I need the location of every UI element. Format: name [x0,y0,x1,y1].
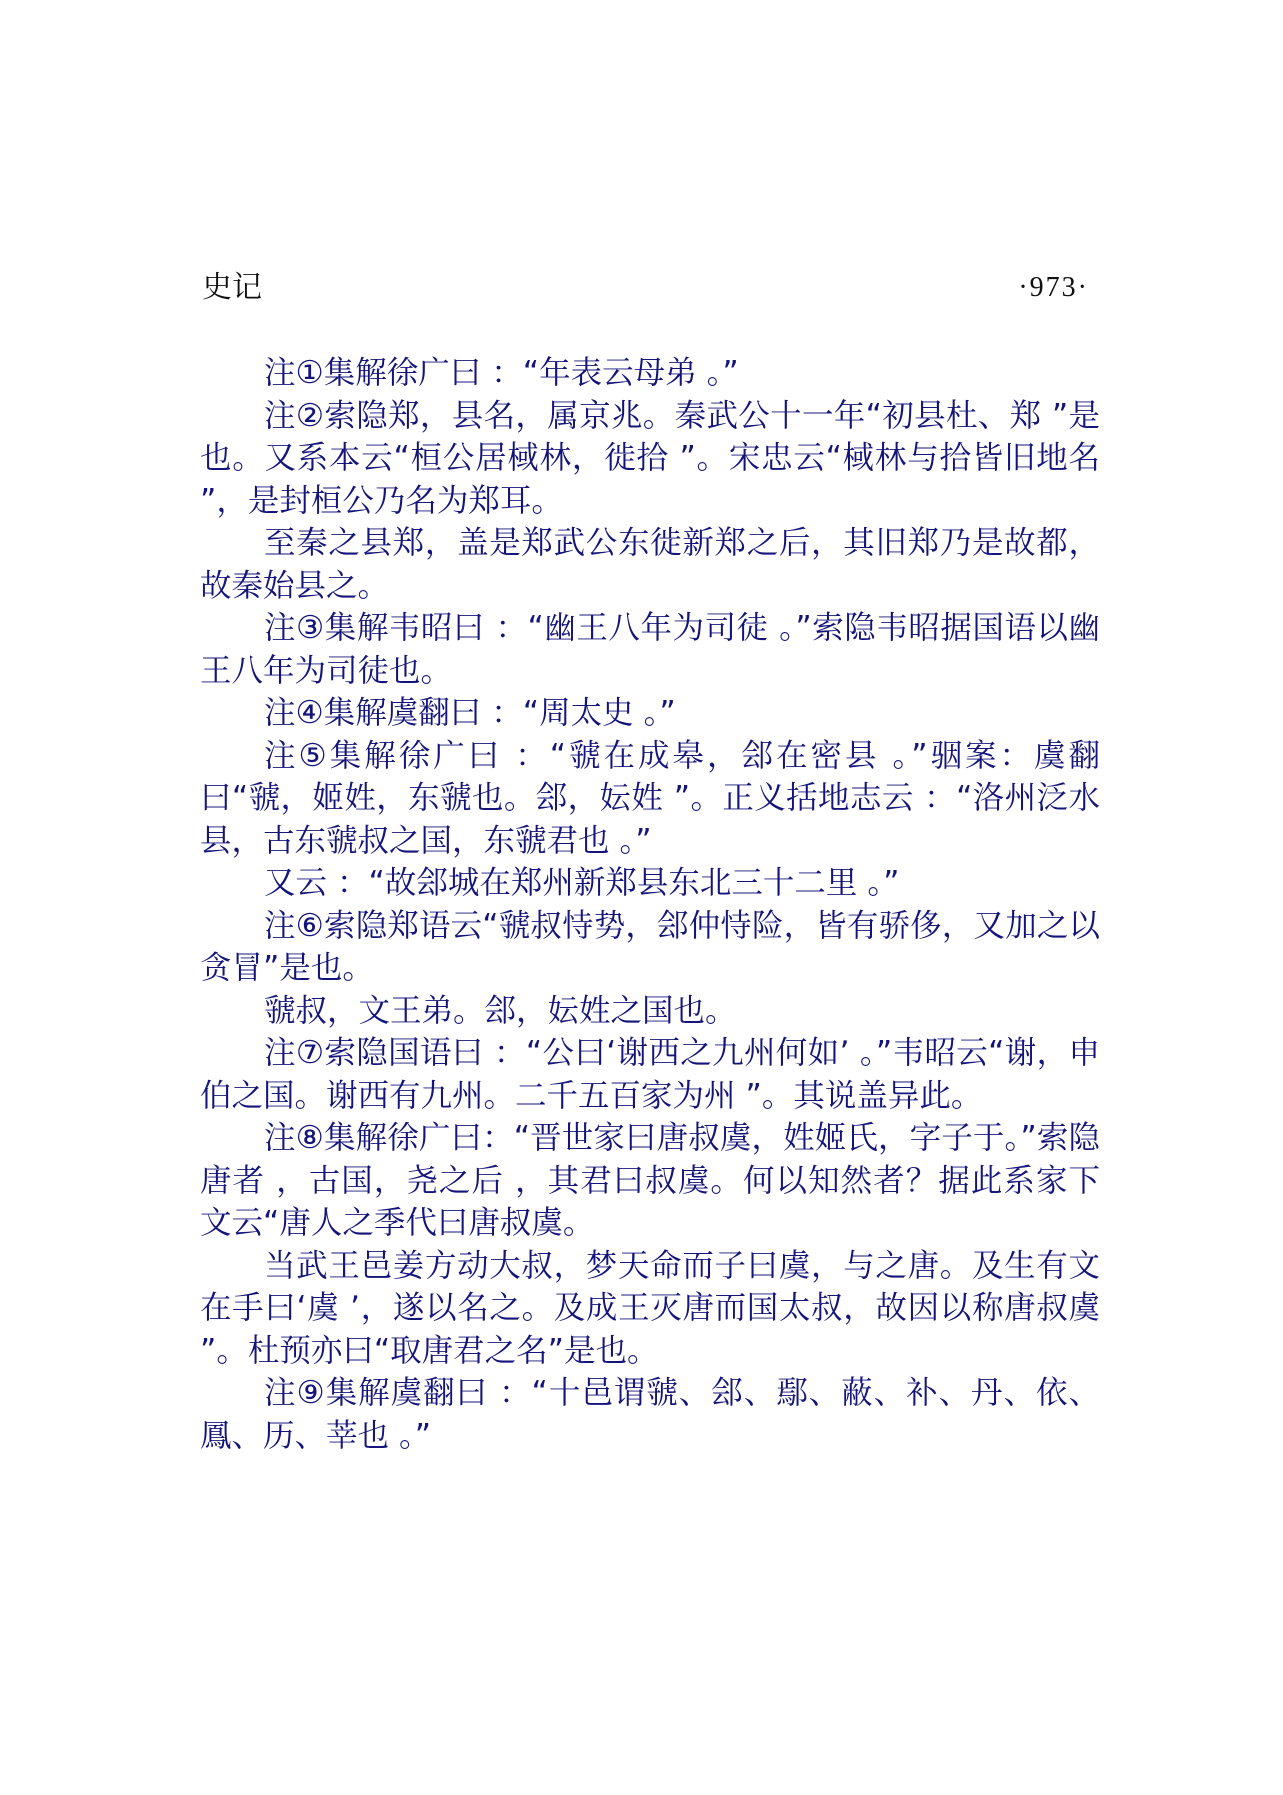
book-title: 史记 [202,270,262,305]
paragraph: 当武王邑姜方动大叔，梦天命而子曰虞，与之唐。及生有文在手曰‘虞 ’，遂以名之。及成王灭唐而国太叔，故因以称唐叔虞 ”。杜预亦曰“取唐君之名”是也。 [200,1247,1100,1369]
paragraph: 注⑥索隐郑语云“虢叔恃势，郐仲恃险，皆有骄侈，又加之以贪冒”是也。 [200,907,1100,986]
paragraph: 注⑦索隐国语曰 ：“公曰‘谢西之九州何如’ 。”韦昭云“谢，申伯之国。谢西有九州。二千五百家为州 ”。其说盖异此。 [200,1035,1100,1114]
paragraph: 注①集解徐广曰 ：“年表云母弟 。” [264,355,739,391]
page-number: ·973· [1018,272,1089,303]
paragraph: 注④集解虞翻曰 ：“周太史 。” [264,695,676,731]
paragraph: 注⑧集解徐广曰：“晋世家曰唐叔虞，姓姬氏，字子于。”索隐唐者 ，古国，尧之后 ，其君曰叔虞。何以知然者？据此系家下文云“唐人之季代曰唐叔虞。 [200,1120,1100,1241]
paragraph: 注③集解韦昭曰 ：“幽王八年为司徒 。”索隐韦昭据国语以幽王八年为司徒也。 [200,610,1100,689]
paragraph: 注⑤集解徐广曰 ：“虢在成皋，郐在密县 。”骃案：虞翻曰“虢，姬姓，东虢也。郐，妘姓 ”。正义括地志云 ：“洛州泛水县，古东虢叔之国，东虢君也 。” [200,737,1100,859]
paragraph: 注⑨集解虞翻曰 ：“十邑谓虢、郐、鄢、蔽、补、丹、依、鳳、历、莘也 。” [200,1375,1100,1454]
paragraph: 至秦之县郑，盖是郑武公东徙新郑之后，其旧郑乃是故都，故秦始县之。 [200,525,1100,604]
paragraph: 虢叔，文王弟。郐，妘姓之国也。 [264,992,737,1029]
paragraph: 又云 ：“故郐城在郑州新郑县东北三十二里 。” [264,865,900,901]
document-body [200,352,1100,1457]
paragraph: 注②索隐郑，县名，属京兆。秦武公十一年“初县杜、郑 ”是也。又系本云“桓公居棫林，徙拾 ”。宋忠云“棫林与拾皆旧地名 ”，是封桓公乃名为郑耳。 [200,397,1100,519]
